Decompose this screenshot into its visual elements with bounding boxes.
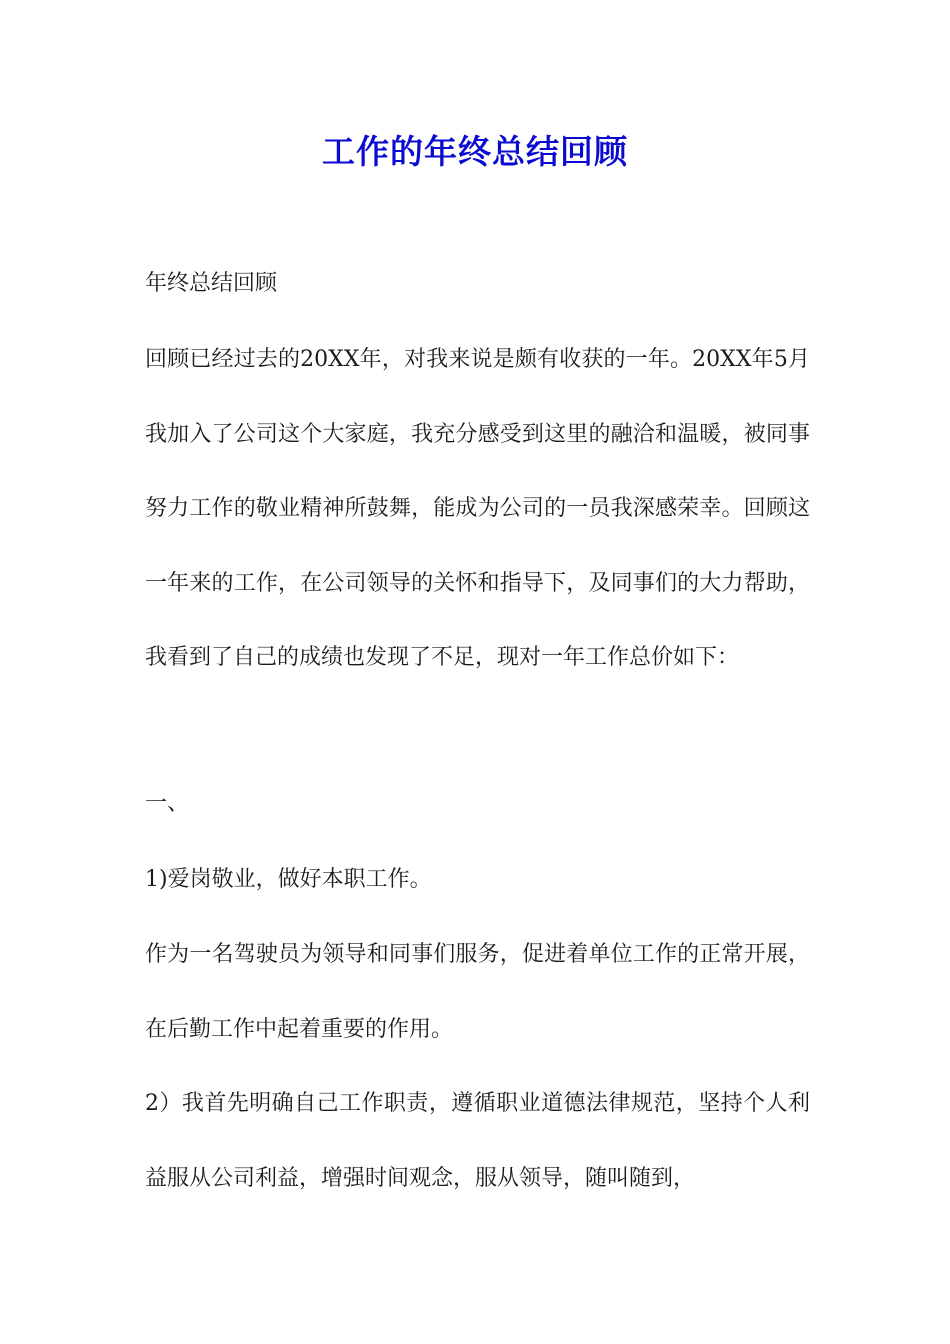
item-1-paragraph: 作为一名驾驶员为领导和同事们服务，促进着单位工作的正常开展，在后勤工作中起着重要的作用。	[145, 942, 810, 1042]
document-title: 工作的年终总结回顾	[322, 132, 628, 171]
item-2-paragraph: 2）我首先明确自己工作职责，遵循职业道德法律规范，坚持个人利益服从公司利益，增强时间观念，服从领导，随叫随到，	[145, 1091, 810, 1191]
section-one-heading: 一、	[145, 791, 190, 816]
intro-paragraph: 回顾已经过去的20XX年，对我来说是颇有收获的一年。20XX年5月我加入了公司这个大家庭，我充分感受到这里的融洽和温暖，被同事努力工作的敬业精神所鼓舞，能成为公司的一员我深感荣幸。回顾这一年来的工作，在公司领导的关怀和指导下，及同事们的大力帮助，我看到了自己的成绩也发现了不足，现对一年工作总价如下：	[145, 347, 810, 670]
item-1-heading: 1)爱岗敬业，做好本职工作。	[145, 867, 432, 892]
subtitle-line: 年终总结回顾	[145, 271, 278, 296]
